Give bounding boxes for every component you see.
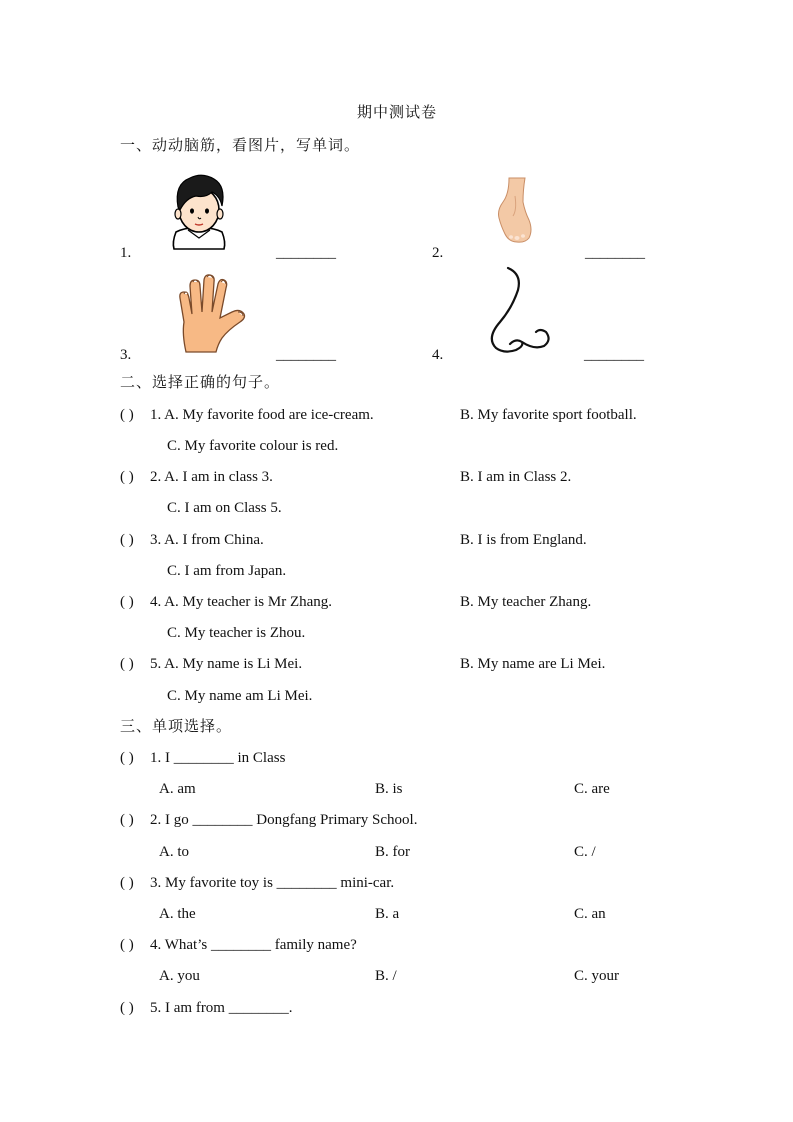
- q3-2-stem: 2. I go ________ Dongfang Primary School.: [150, 812, 418, 828]
- section-3-heading: 三、单项选择。: [120, 719, 233, 735]
- q2-3-answer-paren[interactable]: ( ): [120, 532, 134, 548]
- section-2-heading: 二、选择正确的句子。: [120, 375, 281, 391]
- q2-1-answer-paren[interactable]: ( ): [120, 407, 134, 423]
- q3-4-answer-paren[interactable]: ( ): [120, 937, 134, 953]
- q3-2-option-b: B. for: [375, 844, 410, 860]
- q2-2-option-b: B. I am in Class 2.: [460, 469, 572, 485]
- q2-5-option-a: 5. A. My name is Li Mei.: [150, 656, 303, 672]
- item-3-answer-blank[interactable]: ________: [276, 347, 336, 363]
- item-2-answer-blank[interactable]: ________: [585, 245, 645, 261]
- q2-4-option-b: B. My teacher Zhang.: [460, 594, 592, 610]
- q3-1-stem: 1. I ________ in Class: [150, 750, 286, 766]
- q3-3-option-c: C. an: [574, 906, 606, 922]
- q3-3-answer-paren[interactable]: ( ): [120, 875, 134, 891]
- q2-1-option-b: B. My favorite sport football.: [460, 407, 637, 423]
- q2-5-option-b: B. My name are Li Mei.: [460, 656, 606, 672]
- q3-2-answer-paren[interactable]: ( ): [120, 812, 134, 828]
- q3-1-option-a: A. am: [159, 781, 196, 797]
- q2-2-answer-paren[interactable]: ( ): [120, 469, 134, 485]
- q3-4-stem: 4. What’s ________ family name?: [150, 937, 357, 953]
- q2-1-option-a: 1. A. My favorite food are ice-cream.: [150, 407, 374, 423]
- q2-4-option-c: C. My teacher is Zhou.: [167, 625, 306, 641]
- q3-1-option-b: B. is: [375, 781, 403, 797]
- item-1-number: 1.: [120, 245, 132, 261]
- q3-3-option-a: A. the: [159, 906, 196, 922]
- face-icon: [168, 172, 230, 250]
- q3-5-answer-paren[interactable]: ( ): [120, 1000, 134, 1016]
- q2-1-option-c: C. My favorite colour is red.: [167, 438, 339, 454]
- q3-2-option-c: C. /: [574, 844, 596, 860]
- q2-4-option-a: 4. A. My teacher is Mr Zhang.: [150, 594, 333, 610]
- q2-4-answer-paren[interactable]: ( ): [120, 594, 134, 610]
- q3-1-option-c: C. are: [574, 781, 610, 797]
- item-3-number: 3.: [120, 347, 132, 363]
- q3-2-option-a: A. to: [159, 844, 189, 860]
- section-1-heading: 一、动动脑筋，看图片，写单词。: [120, 138, 361, 154]
- q3-4-option-a: A. you: [159, 968, 200, 984]
- q2-5-option-c: C. My name am Li Mei.: [167, 688, 313, 704]
- q2-3-option-a: 3. A. I from China.: [150, 532, 264, 548]
- q2-2-option-a: 2. A. I am in class 3.: [150, 469, 273, 485]
- item-2-number: 2.: [432, 245, 444, 261]
- nose-icon: [482, 266, 552, 356]
- item-4-answer-blank[interactable]: ________: [584, 347, 644, 363]
- q3-3-stem: 3. My favorite toy is ________ mini-car.: [150, 875, 395, 891]
- q2-5-answer-paren[interactable]: ( ): [120, 656, 134, 672]
- q3-5-stem: 5. I am from ________.: [150, 1000, 293, 1016]
- q3-4-option-c: C. your: [574, 968, 619, 984]
- q3-1-answer-paren[interactable]: ( ): [120, 750, 134, 766]
- q3-4-option-b: B. /: [375, 968, 397, 984]
- item-1-answer-blank[interactable]: ________: [276, 245, 336, 261]
- q2-3-option-b: B. I is from England.: [460, 532, 587, 548]
- item-4-number: 4.: [432, 347, 444, 363]
- q2-2-option-c: C. I am on Class 5.: [167, 500, 282, 516]
- hand-icon: [176, 272, 252, 352]
- page-title: 期中测试卷: [357, 105, 438, 121]
- q2-3-option-c: C. I am from Japan.: [167, 563, 287, 579]
- foot-icon: [495, 176, 535, 244]
- q3-3-option-b: B. a: [375, 906, 400, 922]
